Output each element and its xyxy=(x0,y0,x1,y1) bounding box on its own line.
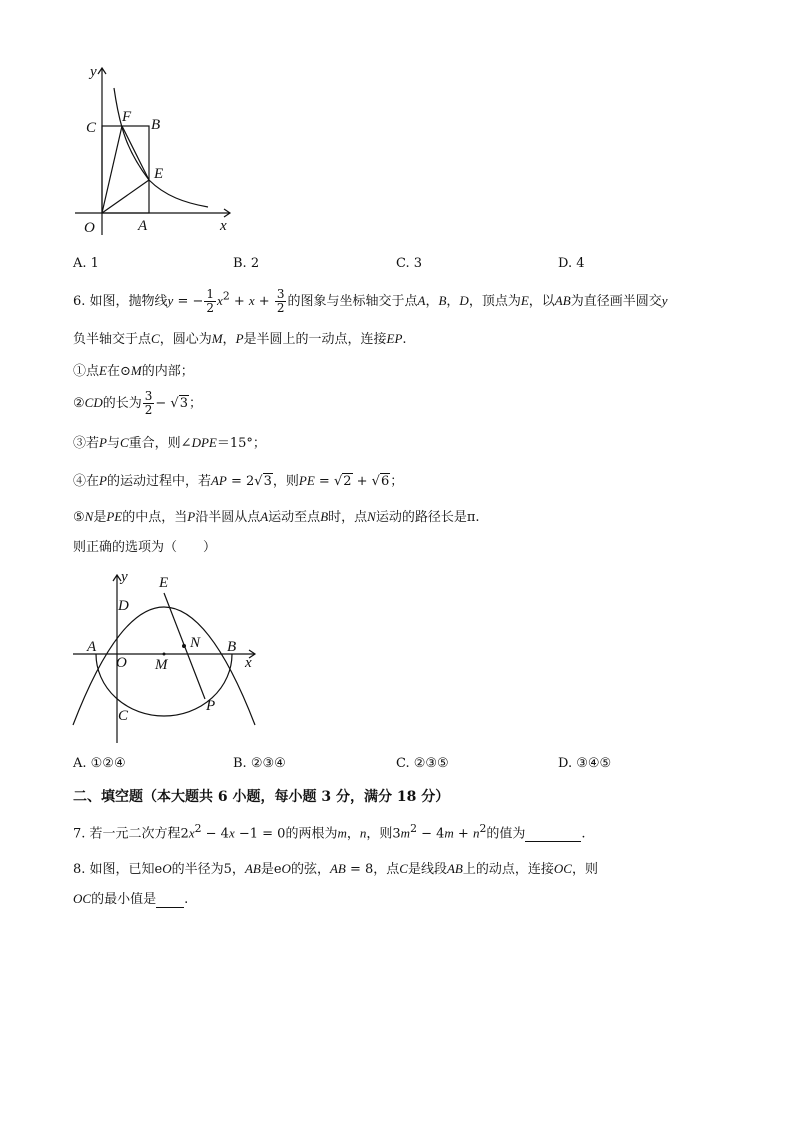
label-E: E xyxy=(154,166,164,182)
answer-blank-8[interactable] xyxy=(156,892,184,908)
label-B: B xyxy=(227,639,237,655)
label-A: A xyxy=(87,639,97,655)
label-P: P xyxy=(206,698,216,714)
q6-statement-1: ①点E在⊙M的内部； xyxy=(73,363,194,379)
label-O: O xyxy=(84,220,95,236)
q6-question: 则正确的选项为（ ） xyxy=(73,540,217,555)
label-N: N xyxy=(190,635,201,651)
label-C: C xyxy=(86,120,97,136)
q5-option-a: A. 1 xyxy=(73,256,99,271)
figure-1 xyxy=(70,60,240,240)
q6-statement-5: ⑤N是PE的中点，当P沿半圆从点A运动至点B时，点N运动的路径长是π. xyxy=(73,509,480,525)
q6-statement-2: ②CD的长为 $\frac{3}{2}$ − √3； xyxy=(73,389,202,417)
label-x: x xyxy=(245,655,252,671)
point-M xyxy=(163,653,166,656)
label-F: F xyxy=(122,109,132,125)
label-D: D xyxy=(118,598,129,614)
question-7: 7. 若一元二次方程$2x^2 - 4x -1 = 0$的两根为m，n，则$3m^2 - 4m + n^2$的值为 . xyxy=(73,822,586,842)
q5-option-c: C. 3 xyxy=(396,256,423,271)
label-y: y xyxy=(90,64,97,80)
label-y: y xyxy=(121,569,128,585)
label-M: M xyxy=(155,657,168,673)
label-x: x xyxy=(220,218,227,234)
q6-statement-3: ③若P与C重合，则∠DPE＝15°； xyxy=(73,435,266,451)
section-heading: 二、填空题（本大题共 6 小题，每小题 3 分，满分 18 分） xyxy=(73,789,450,805)
q5-option-b: B. 2 xyxy=(233,256,260,271)
q6-option-d: D. ③④⑤ xyxy=(558,756,612,771)
label-E: E xyxy=(159,575,169,591)
segment-FE xyxy=(122,126,149,180)
segment-OF xyxy=(102,126,122,213)
figure-2 xyxy=(65,565,265,745)
q6-option-a: A. ①②④ xyxy=(73,756,126,771)
q6-statement-4: ④在P的运动过程中，若AP = 2√3，则PE = √2 + √6； xyxy=(73,473,404,489)
label-A: A xyxy=(138,218,148,234)
q6-option-b: B. ②③④ xyxy=(233,756,286,771)
q5-option-d: D. 4 xyxy=(558,256,585,271)
hyperbola-curve xyxy=(114,88,208,207)
q6-option-c: C. ②③⑤ xyxy=(396,756,449,771)
q6-stem-line1: 6. 如图，抛物线y = − $\frac{1}{2}$ $x^2 + x$ + $\frac{3}{2}$ 的图象与坐标轴交于点A，B，D，顶点为E，以AB为直径画半圆交y xyxy=(73,287,668,315)
label-C: C xyxy=(118,708,129,724)
label-O: O xyxy=(116,655,127,671)
answer-blank-7[interactable] xyxy=(525,826,581,842)
question-8-line2: OC的最小值是 . xyxy=(73,891,189,907)
label-B: B xyxy=(151,117,161,133)
question-8-line1: 8. 如图，已知eO的半径为5，AB是eO的弦，AB = 8，点C是线段AB上的动点，连接OC，则 xyxy=(73,861,598,877)
q6-stem-line2: 负半轴交于点C，圆心为M，P是半圆上的一动点，连接EP. xyxy=(73,331,407,347)
point-N xyxy=(182,644,186,648)
